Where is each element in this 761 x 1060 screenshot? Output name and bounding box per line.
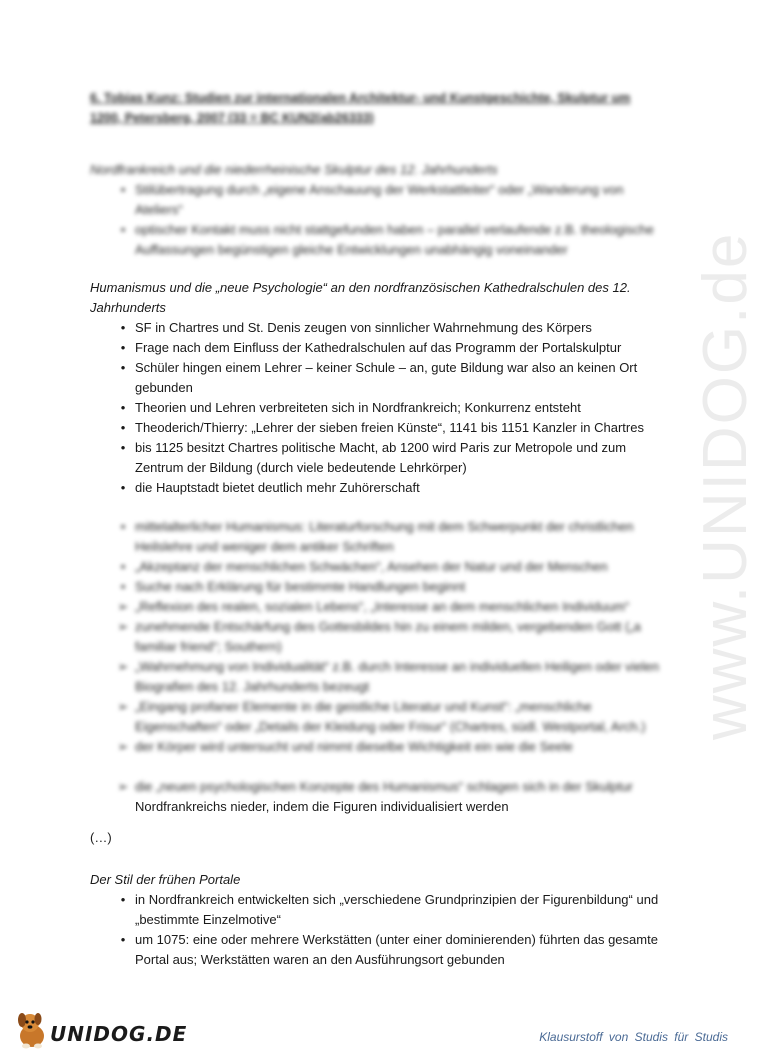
list-item bbox=[90, 478, 660, 498]
watermark: www.UNIDOG.de bbox=[691, 231, 760, 740]
list-item bbox=[90, 697, 660, 737]
ellipsis-text: (…) bbox=[90, 830, 112, 845]
arrow-bullet-icon: ➢ bbox=[117, 659, 129, 674]
section-heading: Der Stil der frühen Portale bbox=[90, 872, 241, 887]
bullet-icon: • bbox=[120, 519, 126, 534]
list-item-text: Suche nach Erklärung für bestimmte Handlungen beginnt bbox=[135, 579, 466, 594]
arrow-bullet-icon: ➢ bbox=[117, 699, 129, 714]
bullet-icon: • bbox=[120, 222, 126, 237]
list-item-text: der Körper wird untersucht und nimmt dieselbe Wichtigkeit ein wie die Seele bbox=[135, 739, 573, 754]
bullet-icon: • bbox=[120, 892, 126, 907]
list-item-text: um 1075: eine oder mehrere Werkstätten (unter einer dominierenden) führten das gesamte Portal aus; Werkstätten waren an den Ausführungsort gebunden bbox=[135, 932, 658, 967]
list-item bbox=[90, 517, 660, 557]
list-item-text: bis 1125 besitzt Chartres politische Macht, ab 1200 wird Paris zur Metropole und zum Zentrum der Bildung (durch viele bedeutende Lehrkörper) bbox=[135, 440, 627, 475]
logo-text: UNIDOG.DE bbox=[50, 1022, 188, 1046]
list-item bbox=[90, 737, 660, 757]
bullet-icon: • bbox=[120, 420, 126, 435]
bullet-icon: • bbox=[120, 360, 126, 375]
bullet-icon: • bbox=[120, 340, 126, 355]
list-item bbox=[90, 438, 660, 478]
section-mittelalterlicher-humanismus bbox=[90, 517, 660, 817]
section-heading: Nordfrankreich und die niederrheinische Skulptur des 12. Jahrhunderts bbox=[90, 162, 498, 177]
list-item-text: „Eingang profaner Elemente in die geistliche Literatur und Kunst“: „menschliche Eigenschaften“ oder „Details der Kleidung oder Frisur“ (Chartres, südl. Westportal, Arch.) bbox=[135, 699, 646, 734]
list-item bbox=[90, 220, 660, 260]
bullet-icon: • bbox=[120, 932, 126, 947]
bullet-list bbox=[90, 180, 660, 260]
list-item bbox=[90, 318, 660, 338]
list-item-text: „Reflexion des realen, sozialen Lebens“, „Interesse an dem menschlichen Individuum“ bbox=[135, 599, 630, 614]
bullet-list bbox=[90, 517, 660, 757]
list-item-text: optischer Kontakt muss nicht stattgefunden haben – parallel verlaufende z.B. theologische Auffassungen begünstigen gleiche Entwicklungen unabhängig voneinander bbox=[135, 222, 654, 257]
list-item bbox=[90, 338, 660, 358]
footer-tagline: Klausurstoff von Studis für Studis bbox=[539, 1030, 728, 1044]
list-item-text: Schüler hingen einem Lehrer – keiner Schule – an, gute Bildung war also an keinen Ort gebunden bbox=[135, 360, 638, 395]
bullet-icon: • bbox=[120, 400, 126, 415]
list-item-text: Nordfrankreichs nieder, indem die Figuren individualisiert werden bbox=[135, 799, 509, 814]
bullet-icon: • bbox=[120, 579, 126, 594]
section-fruehe-portale bbox=[90, 870, 660, 970]
list-item-text: die Hauptstadt bietet deutlich mehr Zuhörerschaft bbox=[135, 480, 420, 495]
arrow-bullet-icon: ➢ bbox=[117, 739, 129, 754]
dog-mascot-icon bbox=[12, 1010, 50, 1050]
list-item-text: SF in Chartres und St. Denis zeugen von sinnlicher Wahrnehmung des Körpers bbox=[135, 320, 592, 335]
list-item bbox=[90, 930, 660, 970]
section-humanismus bbox=[90, 278, 660, 498]
document-title: 6. Tobias Kunz: Studien zur internationalen Architektur- und Kunstgeschichte, Skulptur um 1200, Petersberg, 2007 (33 = BC KUN2(ab26333) bbox=[90, 91, 631, 125]
list-item bbox=[90, 557, 660, 577]
list-item bbox=[90, 398, 660, 418]
bullet-icon: • bbox=[120, 440, 126, 455]
bullet-icon: • bbox=[120, 320, 126, 335]
list-item-text: in Nordfrankreich entwickelten sich „verschiedene Grundprinzipien der Figurenbildung“ und „bestimmte Einzelmotive“ bbox=[135, 892, 659, 927]
list-item bbox=[90, 890, 660, 930]
list-item-text: Theorien und Lehren verbreiteten sich in Nordfrankreich; Konkurrenz entsteht bbox=[135, 400, 581, 415]
list-item bbox=[90, 418, 660, 438]
section-heading: Humanismus und die „neue Psychologie“ an den nordfranzösischen Kathedralschulen des 12. Jahrhunderts bbox=[90, 280, 631, 315]
list-item bbox=[90, 657, 660, 697]
bullet-list bbox=[90, 318, 660, 498]
list-item bbox=[90, 577, 660, 597]
unidog-logo bbox=[12, 1010, 188, 1050]
bullet-list bbox=[90, 890, 660, 970]
arrow-bullet-icon: ➢ bbox=[117, 779, 129, 794]
list-item bbox=[90, 180, 660, 220]
list-item-text: „Wahrnehmung von Individualität“ z.B. durch Interesse an individuellen Heiligen oder vielen Biografien des 12. Jahrhunderts bezeugt bbox=[135, 659, 660, 694]
list-item-text: zunehmende Entschärfung des Gottesbildes hin zu einem milden, vergebenden Gott („a familiar friend“; Southern) bbox=[135, 619, 641, 654]
list-item bbox=[90, 597, 660, 617]
list-item-text-blurred: die „neuen psychologischen Konzepte des Humanismus“ schlagen sich in der Skulptur bbox=[135, 779, 633, 794]
bullet-icon: • bbox=[120, 480, 126, 495]
list-item bbox=[90, 777, 660, 817]
bullet-icon: • bbox=[120, 559, 126, 574]
bullet-icon: • bbox=[120, 182, 126, 197]
list-item-text: Stilübertragung durch „eigene Anschauung der Werkstattleiter“ oder „Wanderung von Ateliers“ bbox=[135, 182, 624, 217]
list-item-text: Frage nach dem Einfluss der Kathedralschulen auf das Programm der Portalskulptur bbox=[135, 340, 622, 355]
list-item-text: „Akzeptanz der menschlichen Schwächen“, Ansehen der Natur und der Menschen bbox=[135, 559, 608, 574]
section-nordfrankreich bbox=[90, 160, 660, 260]
list-item bbox=[90, 617, 660, 657]
arrow-bullet-icon: ➢ bbox=[117, 599, 129, 614]
list-item-text: Theoderich/Thierry: „Lehrer der sieben freien Künste“, 1141 bis 1151 Kanzler in Chartres bbox=[135, 420, 644, 435]
arrow-bullet-icon: ➢ bbox=[117, 619, 129, 634]
list-item bbox=[90, 358, 660, 398]
bullet-list bbox=[90, 777, 660, 817]
list-item-text: mittelalterlicher Humanismus: Literaturforschung mit dem Schwerpunkt der christlichen Heilslehre und weniger dem antiker Schriften bbox=[135, 519, 634, 554]
